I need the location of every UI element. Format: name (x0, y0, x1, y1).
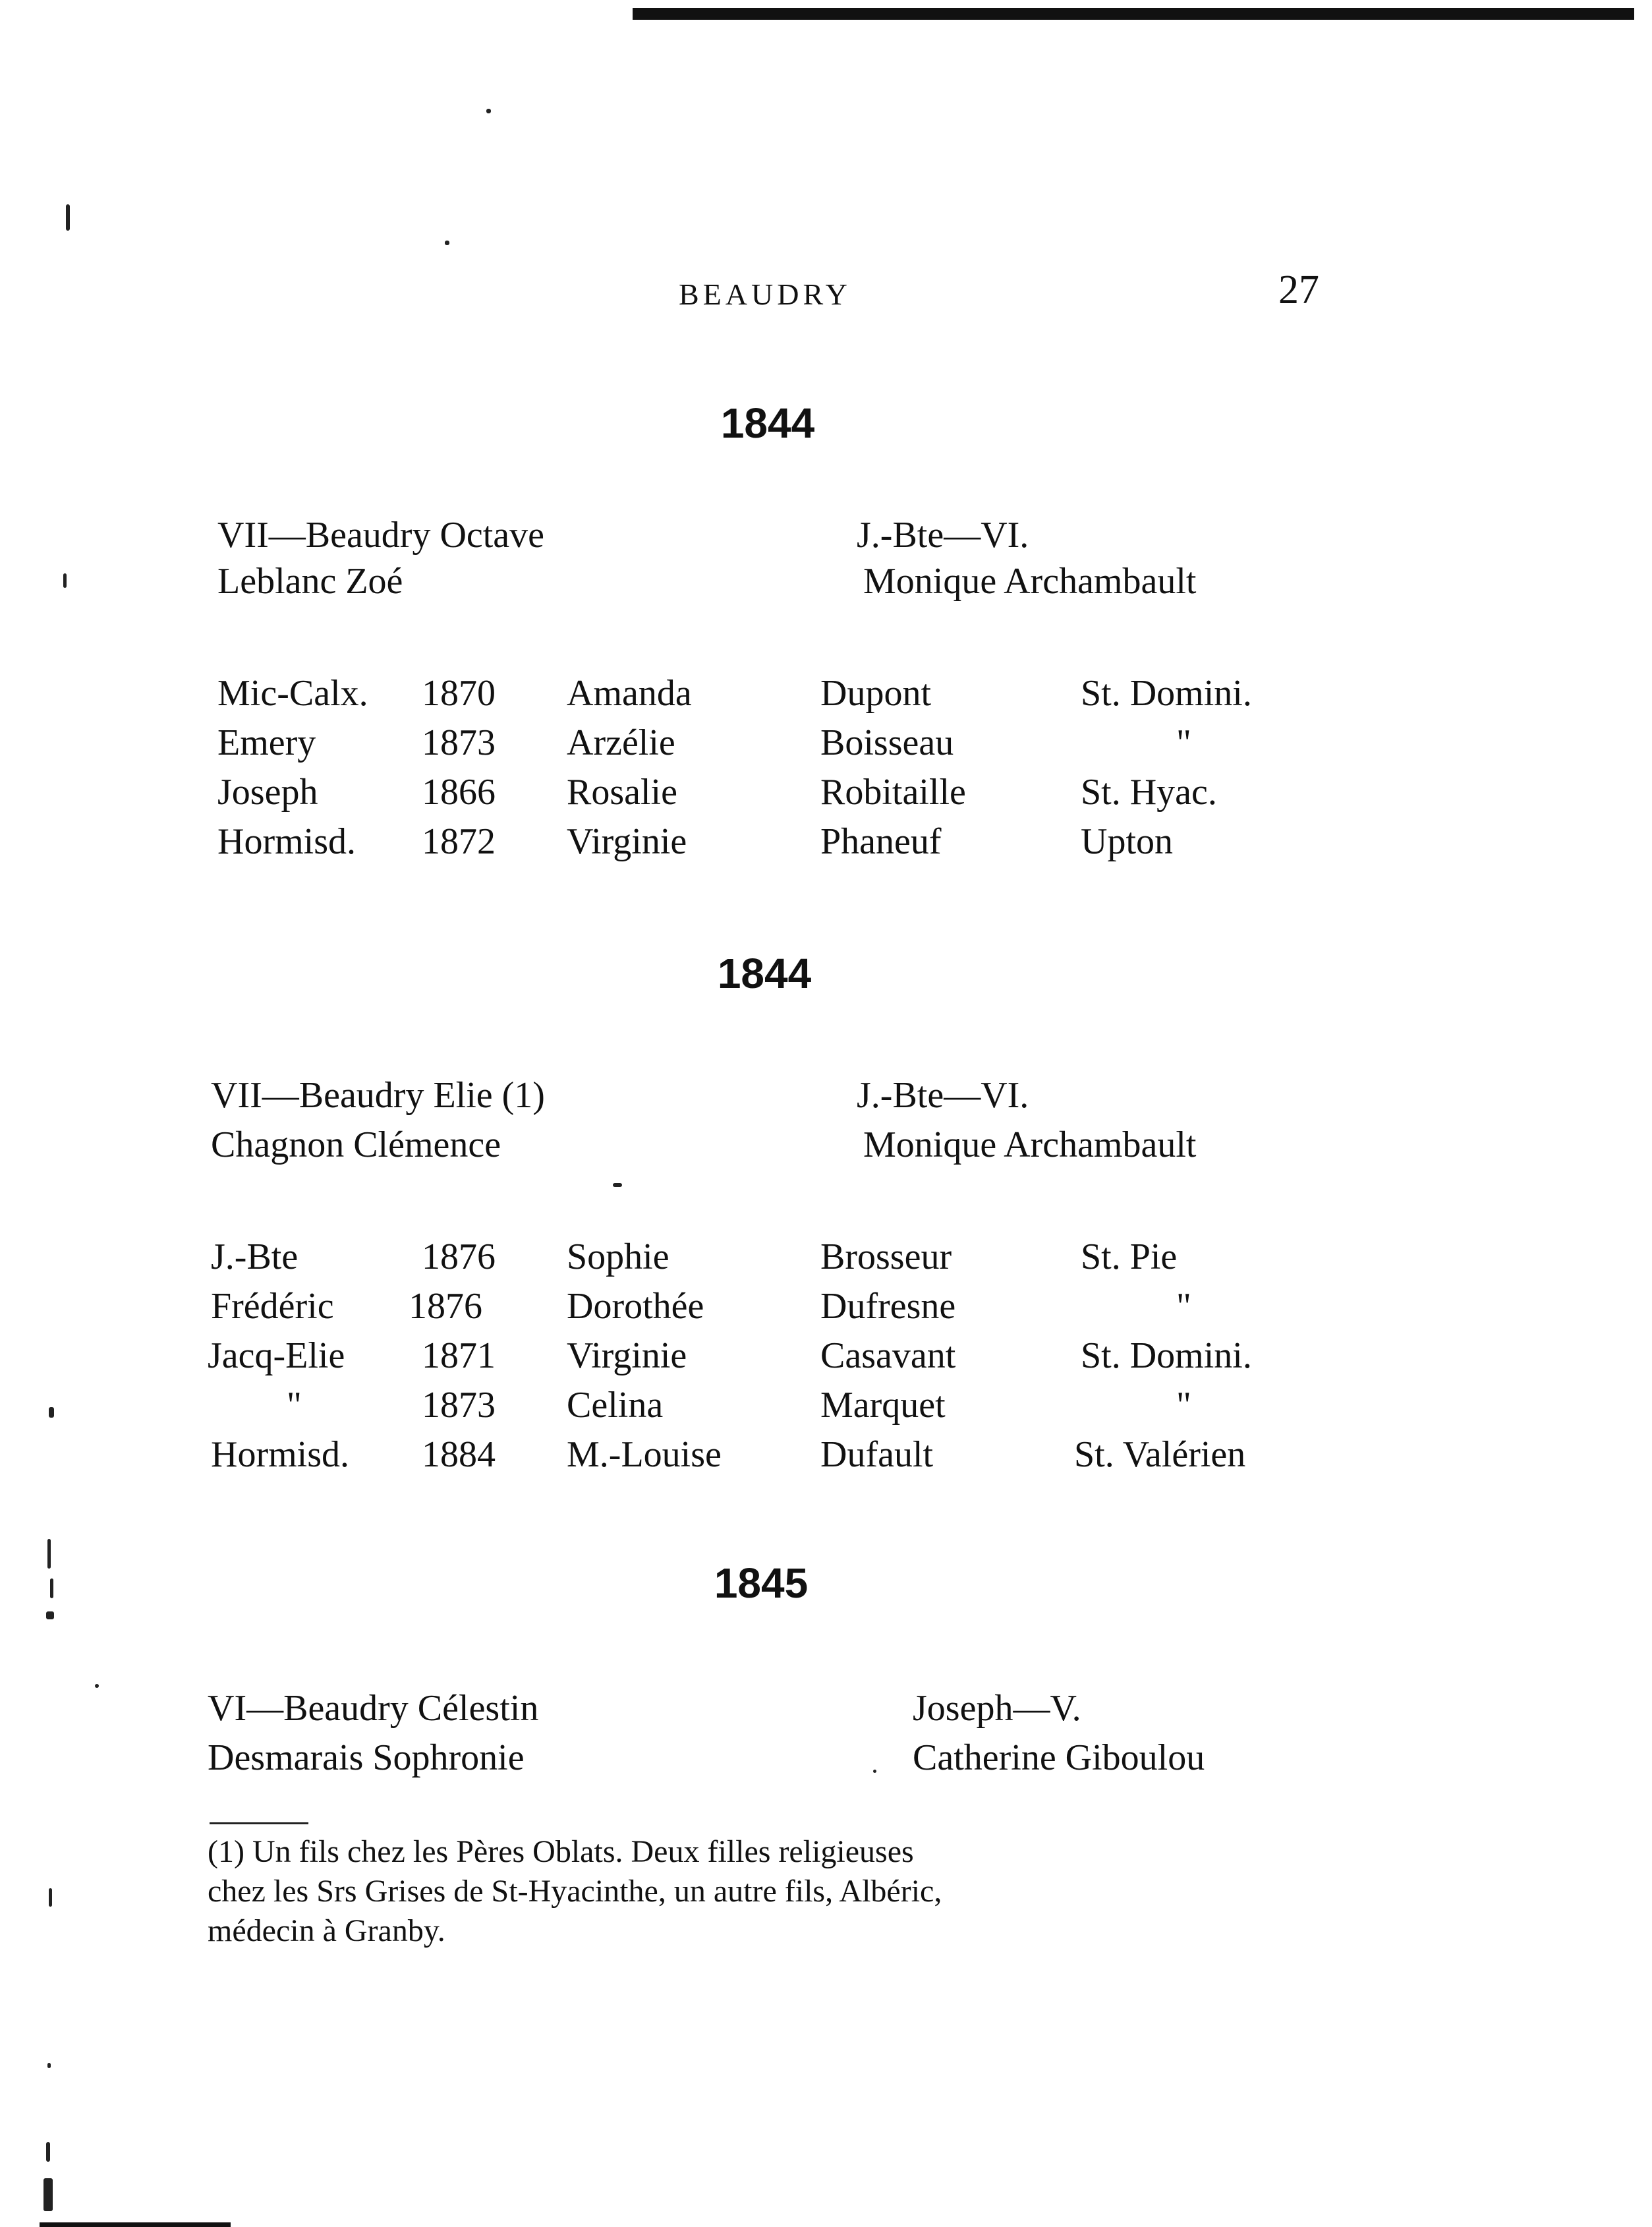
child-year: 1873 (422, 1385, 496, 1426)
spouse-first: Virginie (567, 1335, 687, 1376)
spouse-first: Dorothée (567, 1286, 704, 1327)
child-name: Frédéric (211, 1286, 334, 1327)
scan-speck (46, 1611, 54, 1619)
section-year: 1844 (720, 399, 815, 447)
child-year: 1876 (422, 1236, 496, 1277)
wife-parents: Monique Archambault (863, 561, 1197, 602)
child-year: 1870 (422, 673, 496, 714)
husband-name: VII—Beaudry Octave (217, 515, 545, 556)
scan-speck (486, 109, 491, 113)
footnote-line: chez les Srs Grises de St-Hyacinthe, un autre fils, Albéric, (208, 1874, 942, 1909)
marriage-place: " (1176, 1385, 1191, 1426)
spouse-last: Casavant (820, 1335, 956, 1376)
scan-speck (873, 1770, 876, 1773)
husband-parents: J.-Bte—VI. (857, 515, 1029, 556)
husband-parents: Joseph—V. (913, 1688, 1081, 1729)
scan-speck (613, 1183, 622, 1187)
scan-speck (445, 241, 449, 245)
bottom-edge-rule (40, 2222, 231, 2227)
husband-name: VII—Beaudry Elie (1) (211, 1075, 545, 1116)
child-name: Emery (217, 722, 316, 763)
spouse-last: Brosseur (820, 1236, 952, 1277)
scan-speck (47, 1539, 51, 1569)
marriage-place: " (1176, 1286, 1191, 1327)
child-name: Mic-Calx. (217, 673, 368, 714)
marriage-place: St. Valérien (1074, 1434, 1246, 1475)
spouse-first: Celina (567, 1385, 664, 1426)
child-name: Hormisd. (217, 821, 356, 862)
spouse-last: Dufresne (820, 1286, 956, 1327)
scan-speck (95, 1684, 99, 1688)
spouse-first: Virginie (567, 821, 687, 862)
top-edge-rule (633, 8, 1634, 20)
child-name: Jacq-Elie (208, 1335, 345, 1376)
footnote-line: (1) Un fils chez les Pères Oblats. Deux filles religieuses (208, 1834, 914, 1869)
spouse-last: Boisseau (820, 722, 954, 763)
spouse-first: M.-Louise (567, 1434, 722, 1475)
child-year: 1876 (409, 1286, 482, 1327)
wife-parents: Monique Archambault (863, 1124, 1197, 1165)
section-year: 1844 (717, 950, 812, 997)
spouse-last: Dupont (820, 673, 931, 714)
marriage-place: Upton (1081, 821, 1173, 862)
spouse-first: Sophie (567, 1236, 669, 1277)
child-year: 1866 (422, 772, 496, 813)
spouse-last: Dufault (820, 1434, 934, 1475)
marriage-place: St. Domini. (1081, 1335, 1252, 1376)
spouse-first: Amanda (567, 673, 692, 714)
spouse-last: Marquet (820, 1385, 946, 1426)
page-number: 27 (1278, 268, 1319, 312)
child-name: " (287, 1385, 302, 1426)
child-year: 1884 (422, 1434, 496, 1475)
scan-speck (50, 1578, 53, 1598)
footnote (208, 1832, 1328, 1951)
wife-parents: Catherine Giboulou (913, 1737, 1205, 1778)
spouse-first: Rosalie (567, 772, 677, 813)
child-name: Joseph (217, 772, 318, 813)
footnote-line: médecin à Granby. (208, 1913, 445, 1948)
running-title: BEAUDRY (679, 277, 851, 311)
wife-name: Desmarais Sophronie (208, 1737, 525, 1778)
scan-speck (66, 204, 70, 231)
child-year: 1872 (422, 821, 496, 862)
scan-speck (47, 2063, 51, 2068)
child-name: Hormisd. (211, 1434, 349, 1475)
scan-speck (49, 1407, 54, 1418)
husband-name: VI—Beaudry Célestin (208, 1688, 539, 1729)
scan-speck (43, 2178, 53, 2211)
wife-name: Leblanc Zoé (217, 561, 403, 602)
scan-speck (46, 2142, 50, 2162)
marriage-place: St. Pie (1081, 1236, 1178, 1277)
child-year: 1873 (422, 722, 496, 763)
child-year: 1871 (422, 1335, 496, 1376)
spouse-first: Arzélie (567, 722, 675, 763)
section-year: 1845 (714, 1559, 809, 1607)
wife-name: Chagnon Clémence (211, 1124, 501, 1165)
spouse-last: Phaneuf (820, 821, 942, 862)
marriage-place: St. Hyac. (1081, 772, 1217, 813)
scan-speck (49, 1888, 52, 1907)
marriage-place: St. Domini. (1081, 673, 1252, 714)
footnote-rule (210, 1822, 308, 1824)
spouse-last: Robitaille (820, 772, 966, 813)
marriage-place: " (1176, 722, 1191, 763)
scan-speck (63, 573, 67, 588)
child-name: J.-Bte (211, 1236, 299, 1277)
husband-parents: J.-Bte—VI. (857, 1075, 1029, 1116)
